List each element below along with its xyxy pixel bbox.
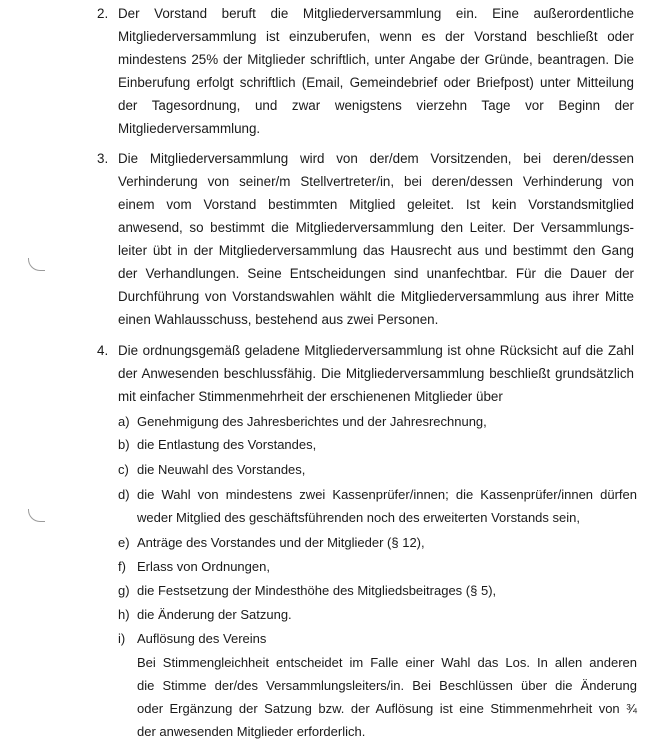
subitem-letter: h)	[118, 607, 130, 622]
subitem-letter: f)	[118, 559, 126, 574]
subitem-text: die Neuwahl des Vorstandes,	[137, 462, 306, 477]
text-line: Durchführung von Vorstandswahlen wählt die Mitgliederversammlung aus ihrer Mitte	[118, 289, 634, 304]
punch-hole-mark	[28, 258, 45, 271]
closing-text-line: oder Ergänzung der Satzung bzw. der Auflösung ist eine Stimmenmehrheit von ¾	[137, 701, 637, 716]
text-line: Die Mitgliederversammlung wird von der/dem Vorsitzenden, bei deren/dessen	[118, 151, 634, 166]
subitem-i	[118, 628, 638, 651]
text-line: mit einfacher Stimmenmehrheit der erschienenen Mitglieder über	[118, 389, 503, 404]
text-line: anwesend, so bestimmt die Mitgliederversammlung den Leiter. Der Versammlungs-	[118, 220, 634, 235]
text-line: Mitgliederversammlung.	[118, 121, 261, 136]
subitem-text: die Änderung der Satzung.	[137, 607, 292, 622]
subitem-letter: e)	[118, 535, 130, 550]
subitem-text: die Entlastung des Vorstandes,	[137, 437, 317, 452]
subitem-letter: a)	[118, 414, 130, 429]
subitem-d	[118, 484, 638, 530]
text-line: Der Vorstand beruft die Mitgliederversammlung ein. Eine außerordentliche	[118, 6, 634, 21]
subitem-text: die Wahl von mindestens zwei Kassenprüfer/innen; die Kassenprüfer/innen dürfen	[137, 487, 637, 502]
text-line: Die ordnungsgemäß geladene Mitgliederversammlung ist ohne Rücksicht auf die Zahl	[118, 343, 634, 358]
subitem-letter: d)	[118, 487, 130, 502]
subitem-text: Auflösung des Vereins	[137, 631, 267, 646]
text-line: der Tagesordnung, und zwar wenigstens vierzehn Tage vor Beginn der	[118, 98, 634, 113]
item-number: 4.	[97, 343, 109, 358]
subitem-letter: b)	[118, 437, 130, 452]
subitem-e	[118, 532, 638, 555]
subitem-a	[118, 411, 638, 434]
subitem-text: Erlass von Ordnungen,	[137, 559, 270, 574]
closing-text-line: die Stimme der/des Versammlungsleiters/in. Bei Beschlüssen über die Änderung	[137, 678, 637, 693]
subitem-text: Anträge des Vorstandes und der Mitglieder (§ 12),	[137, 535, 425, 550]
text-line: Mitgliederversammlung ist einzuberufen, wenn es der Vorstand beschließt oder	[118, 29, 634, 44]
text-line: Einberufung erfolgt schriftlich (Email, Gemeindebrief oder Briefpost) unter Mitteilung	[118, 75, 634, 90]
text-line: einem vom Vorstand bestimmten Mitglied geleitet. Ist kein Vorstandsmitglied	[118, 197, 634, 212]
text-line: der Verhandlungen. Seine Entscheidungen sind unanfechtbar. Für die Dauer der	[118, 266, 634, 281]
closing-text-line: der anwesenden Mitglieder erforderlich.	[137, 724, 366, 739]
item-number: 3.	[97, 151, 109, 166]
subitem-b	[118, 434, 638, 457]
subitem-text: die Festsetzung der Mindesthöhe des Mitgliedsbeitrages (§ 5),	[137, 583, 497, 598]
text-line: mindestens 25% der Mitglieder schriftlich, unter Angabe der Gründe, beantragen. Die	[118, 52, 634, 67]
punch-hole-mark	[28, 509, 45, 522]
subitem-letter: g)	[118, 583, 130, 598]
text-line: Verhinderung von seiner/m Stellvertreter/in, bei deren/dessen Verhinderung von	[118, 174, 634, 189]
text-line: einen Wahlausschuss, bestehend aus zwei Personen.	[118, 312, 439, 327]
item-number: 2.	[97, 6, 109, 21]
subitem-letter: c)	[118, 462, 129, 477]
subitem-letter: i)	[118, 631, 126, 646]
subitem-g	[118, 580, 638, 603]
subitem-f	[118, 556, 638, 579]
closing-text-line: Bei Stimmengleichheit entscheidet im Falle einer Wahl das Los. In allen anderen	[137, 655, 637, 670]
subitem-text: Genehmigung des Jahresberichtes und der Jahresrechnung,	[137, 414, 487, 429]
text-line: leiter übt in der Mitgliederversammlung das Hausrecht aus und bestimmt den Gang	[118, 243, 634, 258]
subitem-h	[118, 604, 638, 627]
subitem-c	[118, 459, 638, 482]
text-line: der Anwesenden beschlussfähig. Die Mitgliederversammlung beschließt grundsätzlich	[118, 366, 634, 381]
subitem-text: weder Mitglied des geschäftsführenden noch des erweiterten Vorstands sein,	[137, 510, 580, 525]
